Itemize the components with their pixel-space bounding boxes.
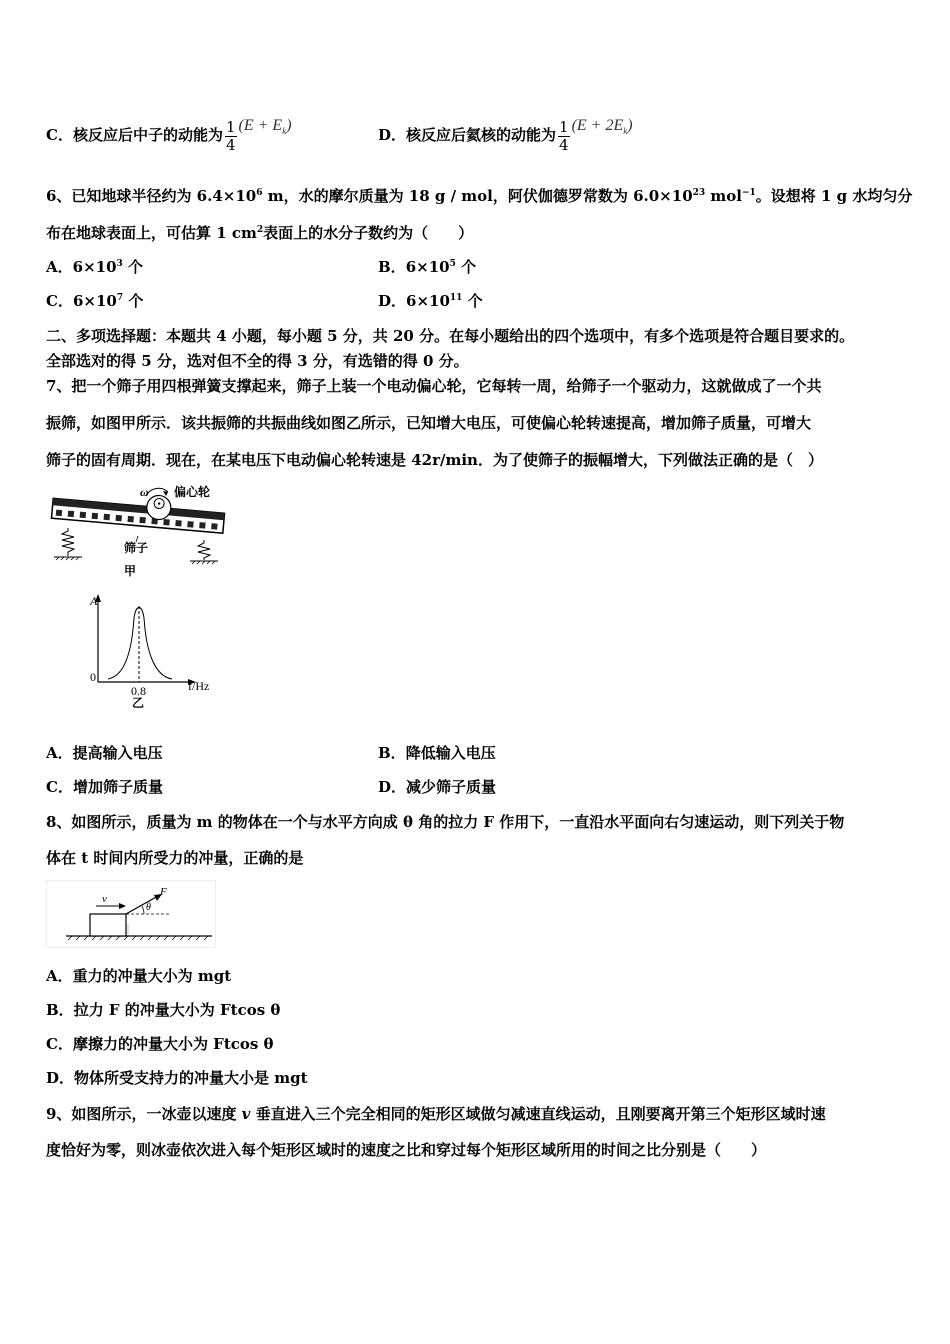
q6-stem-line1: 6、已知地球半径约为 $6.4\times 10^6$ m，水的摩尔质量为 18 g / mol，阿伏伽德罗常数为 $6.0\times 10^{23}$ mol$^{-1}$。设想将 1 g 水均匀分 bbox=[46, 187, 913, 205]
caption-jia: 甲 bbox=[124, 564, 137, 578]
q8-option-c: C．摩擦力的冲量大小为 Ftcos θ bbox=[46, 1035, 274, 1053]
section2-heading-line2: 全部选对的得 5 分，选对但不全的得 3 分，有选错的得 0 分。 bbox=[46, 352, 469, 370]
q6-option-b: B．$6\times 10^5$ 个 bbox=[378, 258, 477, 276]
q8-option-d: D．物体所受支持力的冲量大小是 mgt bbox=[46, 1069, 308, 1087]
q8-stem-line1: 8、如图所示，质量为 m 的物体在一个与水平方向成 θ 角的拉力 F 作用下，一直沿水平面向右匀速运动，则下列关于物 bbox=[46, 813, 845, 831]
q9-stem-line2: 度恰好为零，则冰壶依次进入每个矩形区域时的速度之比和穿过每个矩形区域所用的时间之比分别是（ ） bbox=[46, 1141, 767, 1159]
q8-option-b: B．拉力 F 的冲量大小为 Ftcos θ bbox=[46, 1001, 281, 1019]
q6-stem-line2: 布在地球表面上，可估算 1 $cm^2$表面上的水分子数约为（ ） bbox=[46, 224, 474, 242]
theta-label: θ bbox=[146, 902, 151, 913]
x-axis-label: f/Hz bbox=[188, 679, 210, 693]
q7-stem-line1: 7、把一个筛子用四根弹簧支撑起来，筛子上装一个电动偏心轮，它每转一周，给筛子一个驱动力，这就做成了一个共 bbox=[46, 377, 822, 395]
sieve-label: 筛子 bbox=[124, 541, 149, 555]
q5-option-c: C．核反应后中子的动能为 $\frac{1}{4}$ $(E + E_k)$ bbox=[46, 117, 292, 154]
q8-stem-line2: 体在 t 时间内所受力的冲量，正确的是 bbox=[46, 849, 304, 867]
q7-stem-line3: 筛子的固有周期．现在，在某电压下电动偏心轮转速是 42r/min．为了使筛子的振幅增大，下列做法正确的是（ ） bbox=[46, 451, 823, 469]
q7-stem-line2: 振筛，如图甲所示．该共振筛的共振曲线如图乙所示，已知增大电压，可使偏心轮转速提高，增加筛子质量，可增大 bbox=[46, 414, 812, 432]
q6-option-d: D．$6\times 10^{11}$ 个 bbox=[378, 292, 483, 310]
q6-option-a: A．$6\times 10^3$ 个 bbox=[46, 258, 144, 276]
figure-block-pulled bbox=[46, 880, 216, 948]
figure-yi-resonance-curve bbox=[80, 590, 230, 708]
q7-option-c: C．增加筛子质量 bbox=[46, 778, 163, 796]
q8-option-a: A．重力的冲量大小为 mgt bbox=[46, 967, 232, 985]
caption-yi: 乙 bbox=[132, 696, 145, 708]
q7-option-a: A．提高输入电压 bbox=[46, 744, 163, 762]
fraction: $\frac{1}{4}$ bbox=[225, 117, 236, 154]
origin-label: 0 bbox=[90, 670, 96, 684]
fraction: $\frac{1}{4}$ bbox=[559, 117, 569, 154]
f-label: F bbox=[160, 886, 167, 898]
y-axis-label: A bbox=[90, 594, 98, 608]
q7-option-b: B．降低输入电压 bbox=[378, 744, 496, 762]
section2-heading-line1: 二、多项选择题：本题共 4 小题，每小题 5 分，共 20 分。在每小题给出的四个选项中，有多个选项是符合题目要求的。 bbox=[46, 327, 855, 345]
figure-jia-sieve bbox=[46, 484, 236, 580]
v-label: v bbox=[102, 893, 107, 905]
q6-option-c: C．$6\times 10^7$ 个 bbox=[46, 292, 144, 310]
wheel-label: 偏心轮 bbox=[174, 485, 211, 499]
omega-label: ω bbox=[140, 485, 149, 499]
q9-stem-line1: 9、如图所示，一冰壶以速度 v 垂直进入三个完全相同的矩形区域做匀减速直线运动，且刚要离开第三个矩形区域时速 bbox=[46, 1105, 826, 1123]
q7-option-d: D．减少筛子质量 bbox=[378, 778, 497, 796]
q5-option-d: D．核反应后氦核的动能为 $\frac{1}{4}$ $(E + 2E_k)$ bbox=[378, 117, 633, 154]
x-tick-label: 0.8 bbox=[131, 684, 146, 698]
